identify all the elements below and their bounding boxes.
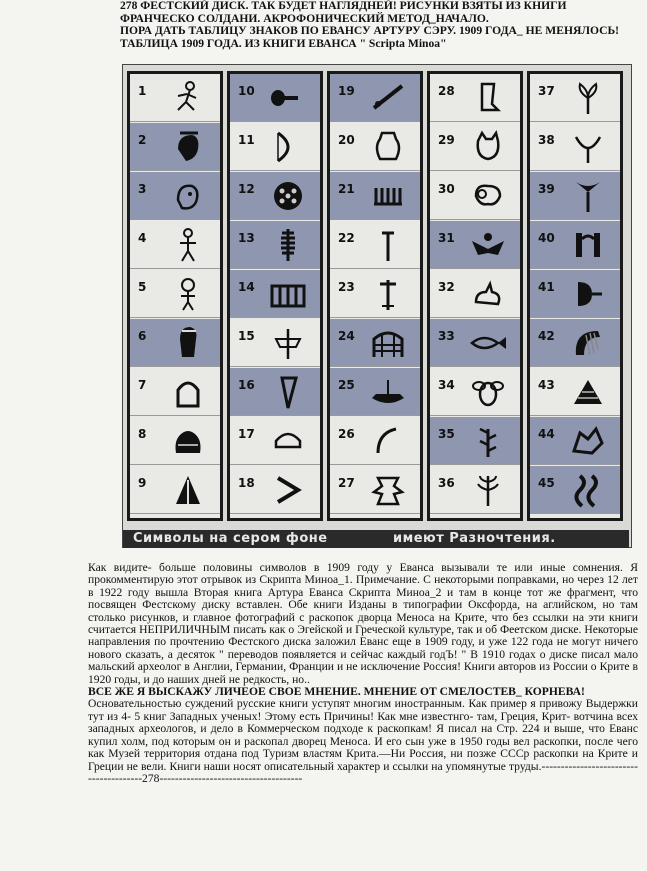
sign-number: 38 xyxy=(538,133,555,147)
sign-cell-5 xyxy=(130,270,220,318)
sign-number: 17 xyxy=(238,427,255,441)
sign-cell-26 xyxy=(330,417,420,465)
sign-number: 36 xyxy=(438,476,455,490)
sign-cell-39 xyxy=(530,172,620,220)
sign-cell-30 xyxy=(430,172,520,220)
column-icon xyxy=(368,276,408,312)
sign-number: 19 xyxy=(338,84,355,98)
sign-cell-12 xyxy=(230,172,320,220)
sign-cell-38 xyxy=(530,123,620,171)
branch-icon xyxy=(468,472,508,508)
sign-number: 20 xyxy=(338,133,355,147)
sign-cell-17 xyxy=(230,417,320,465)
sign-number: 8 xyxy=(138,427,147,441)
jar-icon xyxy=(368,129,408,165)
papyrus-icon xyxy=(568,178,608,214)
mace-icon xyxy=(268,227,308,263)
sign-number: 30 xyxy=(438,182,455,196)
sign-number: 10 xyxy=(238,84,255,98)
sign-number: 37 xyxy=(538,84,555,98)
sign-cell-10 xyxy=(230,74,320,122)
sign-cell-31 xyxy=(430,221,520,269)
sign-number: 13 xyxy=(238,231,255,245)
page-header xyxy=(120,0,642,50)
comb-pattern-icon xyxy=(368,178,408,214)
leg-icon xyxy=(468,80,508,116)
sign-cell-19 xyxy=(330,74,420,122)
dove-icon xyxy=(468,276,508,312)
pipe-icon xyxy=(368,227,408,263)
tree-icon xyxy=(468,423,508,459)
sign-cell-36 xyxy=(430,466,520,514)
sign-number: 12 xyxy=(238,182,255,196)
tent-icon xyxy=(168,472,208,508)
sign-cell-6 xyxy=(130,319,220,367)
sign-number: 5 xyxy=(138,280,147,294)
sign-number: 44 xyxy=(538,427,555,441)
bow-icon xyxy=(268,129,308,165)
sign-cell-16 xyxy=(230,368,320,416)
sign-cell-15 xyxy=(230,319,320,367)
sign-column-1 xyxy=(127,71,223,521)
lid-icon xyxy=(268,423,308,459)
header-line-1: 278 ФЕСТСКИЙ ДИСК. ТАК БУДЕТ НАГЛЯДНЕЙ! РИСУНКИ ВЗЯТЫ ИЗ КНИГИ xyxy=(120,0,567,12)
sign-column-5 xyxy=(527,71,623,521)
article-body xyxy=(88,562,638,785)
sign-number: 7 xyxy=(138,378,147,392)
sign-cell-7 xyxy=(130,368,220,416)
sign-grid xyxy=(123,65,631,525)
sign-number: 35 xyxy=(438,427,455,441)
bald-head-icon xyxy=(168,178,208,214)
beehive-icon xyxy=(368,325,408,361)
axe-icon xyxy=(268,325,308,361)
sign-number: 33 xyxy=(438,329,455,343)
sign-cell-8 xyxy=(130,417,220,465)
child-figure-icon xyxy=(168,276,208,312)
paragraph-1: Как видите- больше половины символов в 1909 году у Еванса вызывали те или иные сомнения. Я прокомментирую этот отрывок из Скрипта Миноа_1. Примечание. С некоторыми поправками, но через 12 лет в 1922 году вышла Вторая книга Артура Еванса Скрипта Миноа_2 и там в конце тот же фрагмент, что посвящен Фестскому диску вставлен. Обе книги Изданы в типографии Оксфорда, на аглийском, но там столько рисунков, и главное фотографий с раскопок дворца Меноса на Крите, что без ссылки на эти книги считается НЕПРИЛИЧНЫМ писать как о Эгейской и Греческой культуре, так и об Феетском диске. Некоторые направления по прочтению Фестского диска заложил Еванс еще в 1909 году, и уже 122 года не могут ничего нового сказать, а десяток " переводов появляется и сейчас каждый годЪ! " В 1910 годах о диске писал мало мальский археолог в Англии, Германии, Франции и не исключение Россия! Книги авторов из России о Крите в 1920 годы, и до наших дней не редкость, но.. xyxy=(88,561,638,686)
sign-cell-32 xyxy=(430,270,520,318)
sign-number: 29 xyxy=(438,133,455,147)
arrow-icon xyxy=(268,472,308,508)
sign-column-4 xyxy=(427,71,523,521)
sign-cell-34 xyxy=(430,368,520,416)
sign-number: 34 xyxy=(438,378,455,392)
sign-number: 27 xyxy=(338,476,355,490)
sign-number: 3 xyxy=(138,182,147,196)
flute-icon xyxy=(368,80,408,116)
sign-cell-40 xyxy=(530,221,620,269)
sign-number: 16 xyxy=(238,378,255,392)
sign-number: 43 xyxy=(538,378,555,392)
bee-icon xyxy=(468,374,508,410)
sign-number: 6 xyxy=(138,329,147,343)
dome-icon xyxy=(168,374,208,410)
evans-sign-table xyxy=(122,64,632,548)
sign-number: 21 xyxy=(338,182,355,196)
sign-number: 14 xyxy=(238,280,255,294)
sign-number: 18 xyxy=(238,476,255,490)
sign-number: 23 xyxy=(338,280,355,294)
sign-number: 24 xyxy=(338,329,355,343)
sign-number: 31 xyxy=(438,231,455,245)
sign-cell-23 xyxy=(330,270,420,318)
sign-cell-4 xyxy=(130,221,220,269)
shield-icon xyxy=(268,178,308,214)
sign-number: 11 xyxy=(238,133,255,147)
sign-number: 15 xyxy=(238,329,255,343)
sign-cell-18 xyxy=(230,466,320,514)
caption-right: имеют Разночтения. xyxy=(393,531,556,546)
lily-blossom-icon xyxy=(568,276,608,312)
wave-icon xyxy=(568,423,608,459)
eagle-icon xyxy=(468,227,508,263)
sign-cell-37 xyxy=(530,74,620,122)
water-icon xyxy=(568,472,608,508)
sign-cell-45 xyxy=(530,466,620,514)
running-man-icon xyxy=(168,80,208,116)
sign-number: 4 xyxy=(138,231,147,245)
ship-icon xyxy=(368,374,408,410)
ox-back-icon xyxy=(568,325,608,361)
sign-number: 40 xyxy=(538,231,555,245)
comb-icon xyxy=(268,276,308,312)
sign-cell-2 xyxy=(130,123,220,171)
rosette-icon xyxy=(568,227,608,263)
sign-cell-25 xyxy=(330,368,420,416)
lily-icon xyxy=(568,129,608,165)
sign-cell-43 xyxy=(530,368,620,416)
flower-icon xyxy=(568,80,608,116)
plumed-head-icon xyxy=(168,129,208,165)
sign-column-3 xyxy=(327,71,423,521)
sign-number: 26 xyxy=(338,427,355,441)
sign-cell-9 xyxy=(130,466,220,514)
sign-cell-14 xyxy=(230,270,320,318)
sign-number: 28 xyxy=(438,84,455,98)
sign-number: 22 xyxy=(338,231,355,245)
saw-icon xyxy=(268,374,308,410)
hand-icon xyxy=(168,423,208,459)
caption-left: Символы на сером фоне xyxy=(133,531,328,546)
sign-cell-28 xyxy=(430,74,520,122)
figure-caption xyxy=(123,530,629,548)
warrior-icon xyxy=(168,325,208,361)
standing-figure-icon xyxy=(168,227,208,263)
sign-number: 1 xyxy=(138,84,147,98)
sign-number: 42 xyxy=(538,329,555,343)
header-line-3: ПОРА ДАТЬ ТАБЛИЦУ ЗНАКОВ ПО ЕВАНСУ АРТУРУ СЭРУ. 1909 ГОДА_ НЕ МЕНЯЛОСЬ! xyxy=(120,24,620,38)
sign-number: 45 xyxy=(538,476,555,490)
sign-cell-27 xyxy=(330,466,420,514)
sign-cell-24 xyxy=(330,319,420,367)
sign-number: 39 xyxy=(538,182,555,196)
sign-cell-11 xyxy=(230,123,320,171)
sign-number: 2 xyxy=(138,133,147,147)
club-icon xyxy=(268,80,308,116)
sign-cell-21 xyxy=(330,172,420,220)
sign-cell-29 xyxy=(430,123,520,171)
sign-cell-41 xyxy=(530,270,620,318)
sign-number: 25 xyxy=(338,378,355,392)
sign-cell-20 xyxy=(330,123,420,171)
sign-number: 41 xyxy=(538,280,555,294)
hide-icon xyxy=(368,472,408,508)
ram-head-icon xyxy=(468,178,508,214)
sign-cell-13 xyxy=(230,221,320,269)
sign-cell-22 xyxy=(330,221,420,269)
header-line-4: ТАБЛИЦА 1909 ГОДА. ИЗ КНИГИ ЕВАНСА " Scripta Minoa" xyxy=(120,36,447,50)
sign-cell-35 xyxy=(430,417,520,465)
sign-cell-1 xyxy=(130,74,220,122)
sign-number: 9 xyxy=(138,476,147,490)
paragraph-3: Основательностью суждений русские книги уступят многим иностранным. Как пример я привожу Выдержки тут из 4- 5 книг Западных ученых! Этому есть Причины! Как мне известнго- там, Греция, Крит- вотчина всех западных археологов, и дело в Коммерческом подходе к раскопкам! Я писал на Стр. 224 и выше, что Еванс купил холм, под которым он и раскопал дворец Меноса. И его сын уже в 1950 годы вел раскопки, после чего как Музей территория отдана под Туризм властям Крита.—Ни Россия, ни позже СССр раскопки на Крите и Греции не вели. Книги наши носят описательный характер и ссылки на упомянутые труды.---------------------------------------278------------------------------------- xyxy=(88,697,638,785)
sign-cell-44 xyxy=(530,417,620,465)
sign-cell-42 xyxy=(530,319,620,367)
horn-icon xyxy=(368,423,408,459)
sign-cell-3 xyxy=(130,172,220,220)
pyramid-icon xyxy=(568,374,608,410)
sign-number: 32 xyxy=(438,280,455,294)
sign-column-2 xyxy=(227,71,323,521)
header-line-2: ФРАНЧЕСКО СОЛДАНИ. АКРОФОНИЧЕСКИЙ МЕТОД_НАЧАЛО. xyxy=(120,11,489,25)
sign-cell-33 xyxy=(430,319,520,367)
paragraph-2-opinion: ВСЕ ЖЕ Я ВЫСКАЖУ ЛИЧЕОЕ СВОЕ МНЕНИЕ. МНЕНИЕ ОТ СМЕЛОСТЕВ_ КОРНЕВА! xyxy=(88,685,585,699)
cat-head-icon xyxy=(468,129,508,165)
fish-icon xyxy=(468,325,508,361)
